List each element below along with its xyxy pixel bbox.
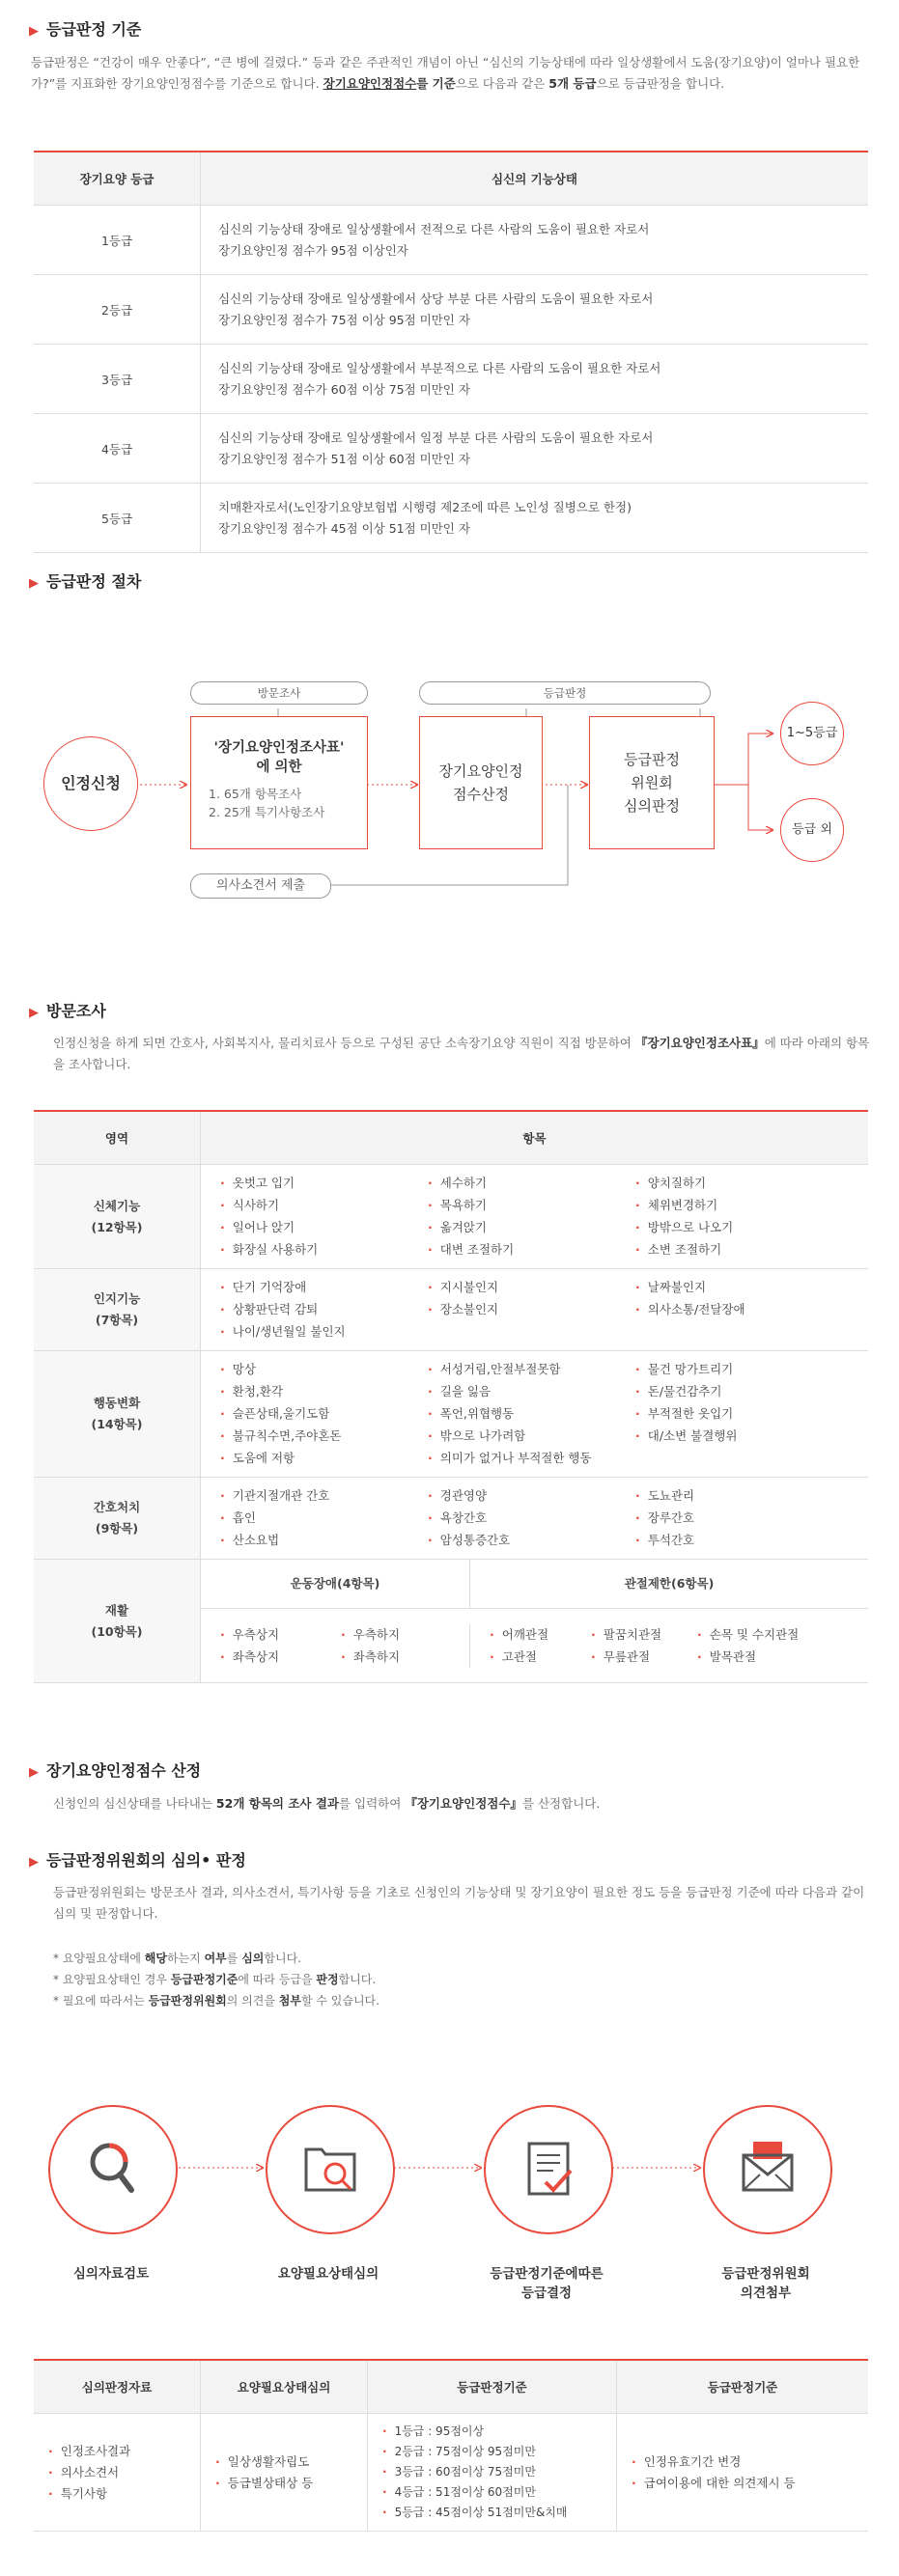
list-item: · 물건 망가트리기 xyxy=(635,1359,843,1380)
grade-1-5-circle: 1~5등급 xyxy=(780,702,844,765)
note-3: * 필요에 따라서는 등급판정위원회의 의견을 첨부할 수 있습니다. xyxy=(53,1994,379,2008)
list-item: · 돈/물건감추기 xyxy=(635,1381,843,1402)
list-item: · 산소요법 xyxy=(220,1530,428,1551)
list-item: · 인정유효기간 변경 xyxy=(632,2451,867,2473)
visit-survey-pill: 방문조사 xyxy=(190,681,368,705)
section-title-text: 등급판정 절차 xyxy=(46,572,142,591)
para-bold: 5개 등급 xyxy=(548,76,597,91)
committee-box xyxy=(589,716,715,849)
committee-summary-table xyxy=(34,2359,868,2532)
category-cell: 간호처치 (9항목) xyxy=(34,1478,201,1560)
grade-table xyxy=(34,151,868,553)
para-text: 를 입력하여 xyxy=(338,1796,402,1811)
list-item: · 급여이용에 대한 의견제시 등 xyxy=(632,2473,867,2494)
category-items xyxy=(201,1478,869,1560)
step-circle-1 xyxy=(48,2105,178,2234)
list-item: · 특기사항 xyxy=(48,2483,199,2505)
list-item: · 무릎관절 xyxy=(591,1647,697,1668)
committee-paragraph: 등급판정위원회는 방문조사 결과, 의사소견서, 특기사항 등을 기초로 신청인의 기능상태 및 장기요양이 필요한 정도 등을 등급판정 기준에 따라 다음과 같이 심의 및 판정합니다. xyxy=(53,1885,865,1921)
committee-notes xyxy=(53,1948,870,2011)
magnifier-icon xyxy=(50,2107,176,2232)
list-item: · 발목관절 xyxy=(697,1647,832,1668)
table-header: 항목 xyxy=(201,1111,869,1165)
list-item: · 폭언,위협행동 xyxy=(428,1403,635,1425)
section-title-grade-criteria xyxy=(29,17,141,40)
list-item: · 고관절 xyxy=(490,1647,591,1668)
para-text: 신청인의 심신상태를 나타내는 xyxy=(53,1796,212,1811)
list-item: · 우측상지 xyxy=(220,1624,341,1646)
category-cell: 행동변화 (14항목) xyxy=(34,1351,201,1478)
description-cell: 심신의 기능상태 장애로 일상생활에서 전적으로 다른 사람의 도움이 필요한 자로서 장기요양인정 점수가 95점 이상인자 xyxy=(201,206,869,275)
folder-search-icon xyxy=(267,2107,393,2232)
description-cell: 심신의 기능상태 장애로 일상생활에서 일정 부분 다른 사람의 도움이 필요한 자로서 장기요양인정 점수가 51점 이상 60점 미만인 자 xyxy=(201,414,869,484)
para-bold: 『장기요양인정점수』 xyxy=(405,1796,522,1811)
table-row-category xyxy=(34,1478,868,1560)
list-item: · 욕창간호 xyxy=(428,1508,635,1529)
visit-survey-table xyxy=(34,1110,868,1683)
grade-cell: 2등급 xyxy=(34,275,201,345)
box-text: 점수산정 xyxy=(453,786,509,803)
list-item: · 1등급 : 95점이상 xyxy=(382,2422,615,2442)
section-title-text: 등급판정위원회의 심의• 판정 xyxy=(46,1851,246,1870)
list-item: · 방밖으로 나오기 xyxy=(635,1217,843,1238)
list-item: · 경관영양 xyxy=(428,1485,635,1507)
list-item: · 옷벗고 입기 xyxy=(220,1173,428,1194)
list-item: · 팔꿈치관절 xyxy=(591,1624,697,1646)
description-cell: 심신의 기능상태 장애로 일상생활에서 부분적으로 다른 사람의 도움이 필요한 자로서 장기요양인정 점수가 60점 이상 75점 미만인 자 xyxy=(201,345,869,414)
list-item: · 장루간호 xyxy=(635,1508,843,1529)
para-text: 으로 등급판정을 합니다. xyxy=(596,76,725,91)
score-calc-paragraph xyxy=(53,1793,870,1814)
triangle-icon: ▶ xyxy=(29,1006,39,1020)
triangle-icon: ▶ xyxy=(29,1855,39,1870)
note-1: * 요양필요상태에 해당하는지 여부를 심의합니다. xyxy=(53,1952,301,1965)
list-item: · 목욕하기 xyxy=(428,1195,635,1216)
section-title-committee xyxy=(29,1848,246,1870)
list-item: · 부적절한 옷입기 xyxy=(635,1403,843,1425)
box-text: 장기요양인정 xyxy=(438,762,523,780)
summary-col-3 xyxy=(368,2414,617,2532)
section-title-visit-survey xyxy=(29,999,106,1021)
list-item: · 도움에 저항 xyxy=(220,1448,428,1469)
list-item: · 5등급 : 45점이상 51점미만&치매 xyxy=(382,2503,615,2523)
survey-box-title: '장기요양인정조사표' xyxy=(213,740,345,756)
triangle-icon: ▶ xyxy=(29,576,39,591)
triangle-icon: ▶ xyxy=(29,1765,39,1780)
description-cell: 치매환자로서(노인장기요양보험법 시행령 제2조에 따른 노인성 질병으로 한정) 장기요양인정 점수가 45점 이상 51점 미만인 자 xyxy=(201,484,869,553)
step-circle-3 xyxy=(484,2105,613,2234)
box-text: 심의판정 xyxy=(624,797,680,815)
list-item: · 일어나 앉기 xyxy=(220,1217,428,1238)
section-title-text: 등급판정 기준 xyxy=(46,20,142,39)
box-text: 등급판정 xyxy=(624,751,680,768)
summary-col-1 xyxy=(34,2414,201,2532)
list-item: · 길을 잃음 xyxy=(428,1381,635,1402)
list-item: · 불규칙수면,주야혼돈 xyxy=(220,1426,428,1447)
para-text: 에 따라 아래의 항목을 조사합니다. xyxy=(53,1036,870,1071)
rehab-sub2: 관절제한(6항목) xyxy=(624,1576,715,1591)
table-header: 장기요양 등급 xyxy=(34,152,201,206)
step-circle-2 xyxy=(266,2105,395,2234)
list-item: · 세수하기 xyxy=(428,1173,635,1194)
grade-cell: 5등급 xyxy=(34,484,201,553)
category-cell: 신체기능 (12항목) xyxy=(34,1165,201,1269)
list-item: · 단기 기억장애 xyxy=(220,1277,428,1298)
list-item: · 옮겨앉기 xyxy=(428,1217,635,1238)
list-item: · 체위변경하기 xyxy=(635,1195,843,1216)
table-row xyxy=(34,484,868,553)
rehab-items xyxy=(201,1609,869,1683)
survey-box-item: 1. 65개 항목조사 xyxy=(209,787,302,801)
step-label-1: 심의자료검토 xyxy=(72,2266,150,2282)
section-title-text: 방문조사 xyxy=(46,1002,106,1020)
step-label-4: 등급판정위원회 의견첨부 xyxy=(721,2266,810,2301)
grade-out-circle: 등급 외 xyxy=(780,798,844,862)
list-item: · 대변 조절하기 xyxy=(428,1239,635,1260)
grade-cell: 4등급 xyxy=(34,414,201,484)
box-text: 위원회 xyxy=(631,774,673,791)
table-header: 영역 xyxy=(34,1111,201,1165)
summary-col-2 xyxy=(201,2414,368,2532)
rehab-sub1: 운동장애(4항목) xyxy=(201,1560,470,1608)
list-item: · 손목 및 수지관절 xyxy=(697,1624,832,1646)
list-item: · 슬픈상태,울기도함 xyxy=(220,1403,428,1425)
list-item: · 날짜불인지 xyxy=(635,1277,843,1298)
score-calc-box xyxy=(419,716,543,849)
survey-box-item: 2. 25개 특기사항조사 xyxy=(209,805,325,819)
list-item: · 의사소견서 xyxy=(48,2462,199,2483)
list-item: · 서성거림,안절부절못함 xyxy=(428,1359,635,1380)
section-title-grade-procedure xyxy=(29,569,141,592)
list-item: · 일상생활자립도 xyxy=(215,2451,366,2473)
table-row-category xyxy=(34,1351,868,1478)
list-item: · 좌측상지 xyxy=(220,1647,341,1668)
para-text: 으로 다음과 같은 xyxy=(455,76,546,91)
para-bold: 를 기준 xyxy=(416,76,456,91)
para-text: 등급판정은 “건강이 매우 안좋다”, “큰 병에 걸렸다.” 등과 같은 주관적인 개념이 아닌 “심신의 기능상태에 따라 일상생활에서 도움(장기요양)이 얼마나 필요한가?”를 지표화한 장기요양인정점수를 기준으로 합니다. xyxy=(31,55,860,91)
list-item: · 의사소통/전달장애 xyxy=(635,1299,843,1320)
list-item: · 2등급 : 75점이상 95점미만 xyxy=(382,2442,615,2462)
table-row xyxy=(34,206,868,275)
grade-cell: 1등급 xyxy=(34,206,201,275)
document-check-icon xyxy=(486,2107,611,2232)
list-item: · 우측하지 xyxy=(341,1624,462,1646)
list-item: · 상황판단력 감퇴 xyxy=(220,1299,428,1320)
table-header: 심신의 기능상태 xyxy=(201,152,869,206)
list-item: · 나이/생년월일 불인지 xyxy=(220,1321,428,1343)
category-items xyxy=(201,1351,869,1478)
category-cell xyxy=(34,1560,201,1683)
survey-box-title: 에 의한 xyxy=(256,760,302,775)
envelope-icon xyxy=(705,2107,830,2232)
para-text: 인정신청을 하게 되면 간호사, 사회복지사, 물리치료사 등으로 구성된 공단 소속장기요양 직원이 직접 방문하여 xyxy=(53,1036,632,1050)
list-item: · 소변 조절하기 xyxy=(635,1239,843,1260)
list-item: · 의미가 없거나 부적절한 행동 xyxy=(428,1448,635,1469)
category-items xyxy=(201,1269,869,1351)
doctor-opinion-pill: 의사소견서 제출 xyxy=(190,873,331,899)
table-row-category xyxy=(34,1269,868,1351)
list-item: · 도뇨관리 xyxy=(635,1485,843,1507)
list-item: · 대/소변 불결행위 xyxy=(635,1426,843,1447)
list-item: · 밖으로 나가려함 xyxy=(428,1426,635,1447)
list-item: · 환청,환각 xyxy=(220,1381,428,1402)
rehab-sub-header xyxy=(201,1560,869,1609)
list-item: · 투석간호 xyxy=(635,1530,843,1551)
list-item: · 3등급 : 60점이상 75점미만 xyxy=(382,2462,615,2482)
section-title-text: 장기요양인정점수 산정 xyxy=(46,1761,202,1780)
list-item: · 지시불인지 xyxy=(428,1277,635,1298)
rehab-items-1 xyxy=(201,1624,470,1668)
grade-decision-pill: 등급판정 xyxy=(419,681,711,705)
grade-cell: 3등급 xyxy=(34,345,201,414)
application-circle: 인정신청 xyxy=(43,736,138,831)
step-label-2: 요양필요상태심의 xyxy=(277,2266,379,2282)
rehab-items-2 xyxy=(470,1624,868,1668)
table-row-rehab xyxy=(34,1560,868,1609)
table-header: 등급판정기준 xyxy=(617,2360,869,2414)
table-row xyxy=(34,345,868,414)
category-items xyxy=(201,1165,869,1269)
table-row xyxy=(34,275,868,345)
list-item: · 등급별상태상 등 xyxy=(215,2473,366,2494)
table-header: 요양필요상태심의 xyxy=(201,2360,368,2414)
list-item: · 어깨관절 xyxy=(490,1624,591,1646)
table-row-category xyxy=(34,1165,868,1269)
list-item: · 기관지절개관 간호 xyxy=(220,1485,428,1507)
step-circle-4 xyxy=(703,2105,832,2234)
list-item: · 식사하기 xyxy=(220,1195,428,1216)
category-count: (10항목) xyxy=(91,1623,143,1639)
para-bold: 52개 항목의 조사 결과 xyxy=(215,1796,339,1811)
table-header: 심의판정자료 xyxy=(34,2360,201,2414)
list-item: · 흡인 xyxy=(220,1508,428,1529)
step-label-3: 등급판정기준에따른 등급결정 xyxy=(490,2266,604,2301)
list-item: · 장소불인지 xyxy=(428,1299,635,1320)
list-item: · 4등급 : 51점이상 60점미만 xyxy=(382,2482,615,2503)
grade-criteria-paragraph xyxy=(31,52,868,95)
para-text: 를 산정합니다. xyxy=(521,1796,601,1811)
section-title-score-calc xyxy=(29,1759,201,1781)
para-bold: 『장기요양인정조사표』 xyxy=(635,1036,765,1050)
list-item: · 좌측하지 xyxy=(341,1647,462,1668)
category-name: 재활 xyxy=(104,1602,129,1618)
list-item: · 화장실 사용하기 xyxy=(220,1239,428,1260)
visit-survey-paragraph xyxy=(53,1033,870,1075)
note-2: * 요양필요상태인 경우 등급판정기준에 따라 등급을 판정합니다. xyxy=(53,1973,377,1986)
list-item: · 망상 xyxy=(220,1359,428,1380)
description-cell: 심신의 기능상태 장애로 일상생활에서 상당 부분 다른 사람의 도움이 필요한 자로서 장기요양인정 점수가 75점 이상 95점 미만인 자 xyxy=(201,275,869,345)
list-item: · 인정조사결과 xyxy=(48,2441,199,2462)
list-item: · 암성통증간호 xyxy=(428,1530,635,1551)
score-link[interactable]: 장기요양인정점수 xyxy=(323,76,417,91)
survey-box xyxy=(190,716,368,849)
table-row xyxy=(34,414,868,484)
summary-col-4 xyxy=(617,2414,869,2532)
category-cell: 인지기능 (7항목) xyxy=(34,1269,201,1351)
triangle-icon: ▶ xyxy=(29,24,39,39)
table-header: 등급판정기준 xyxy=(368,2360,617,2414)
list-item: · 양치질하기 xyxy=(635,1173,843,1194)
